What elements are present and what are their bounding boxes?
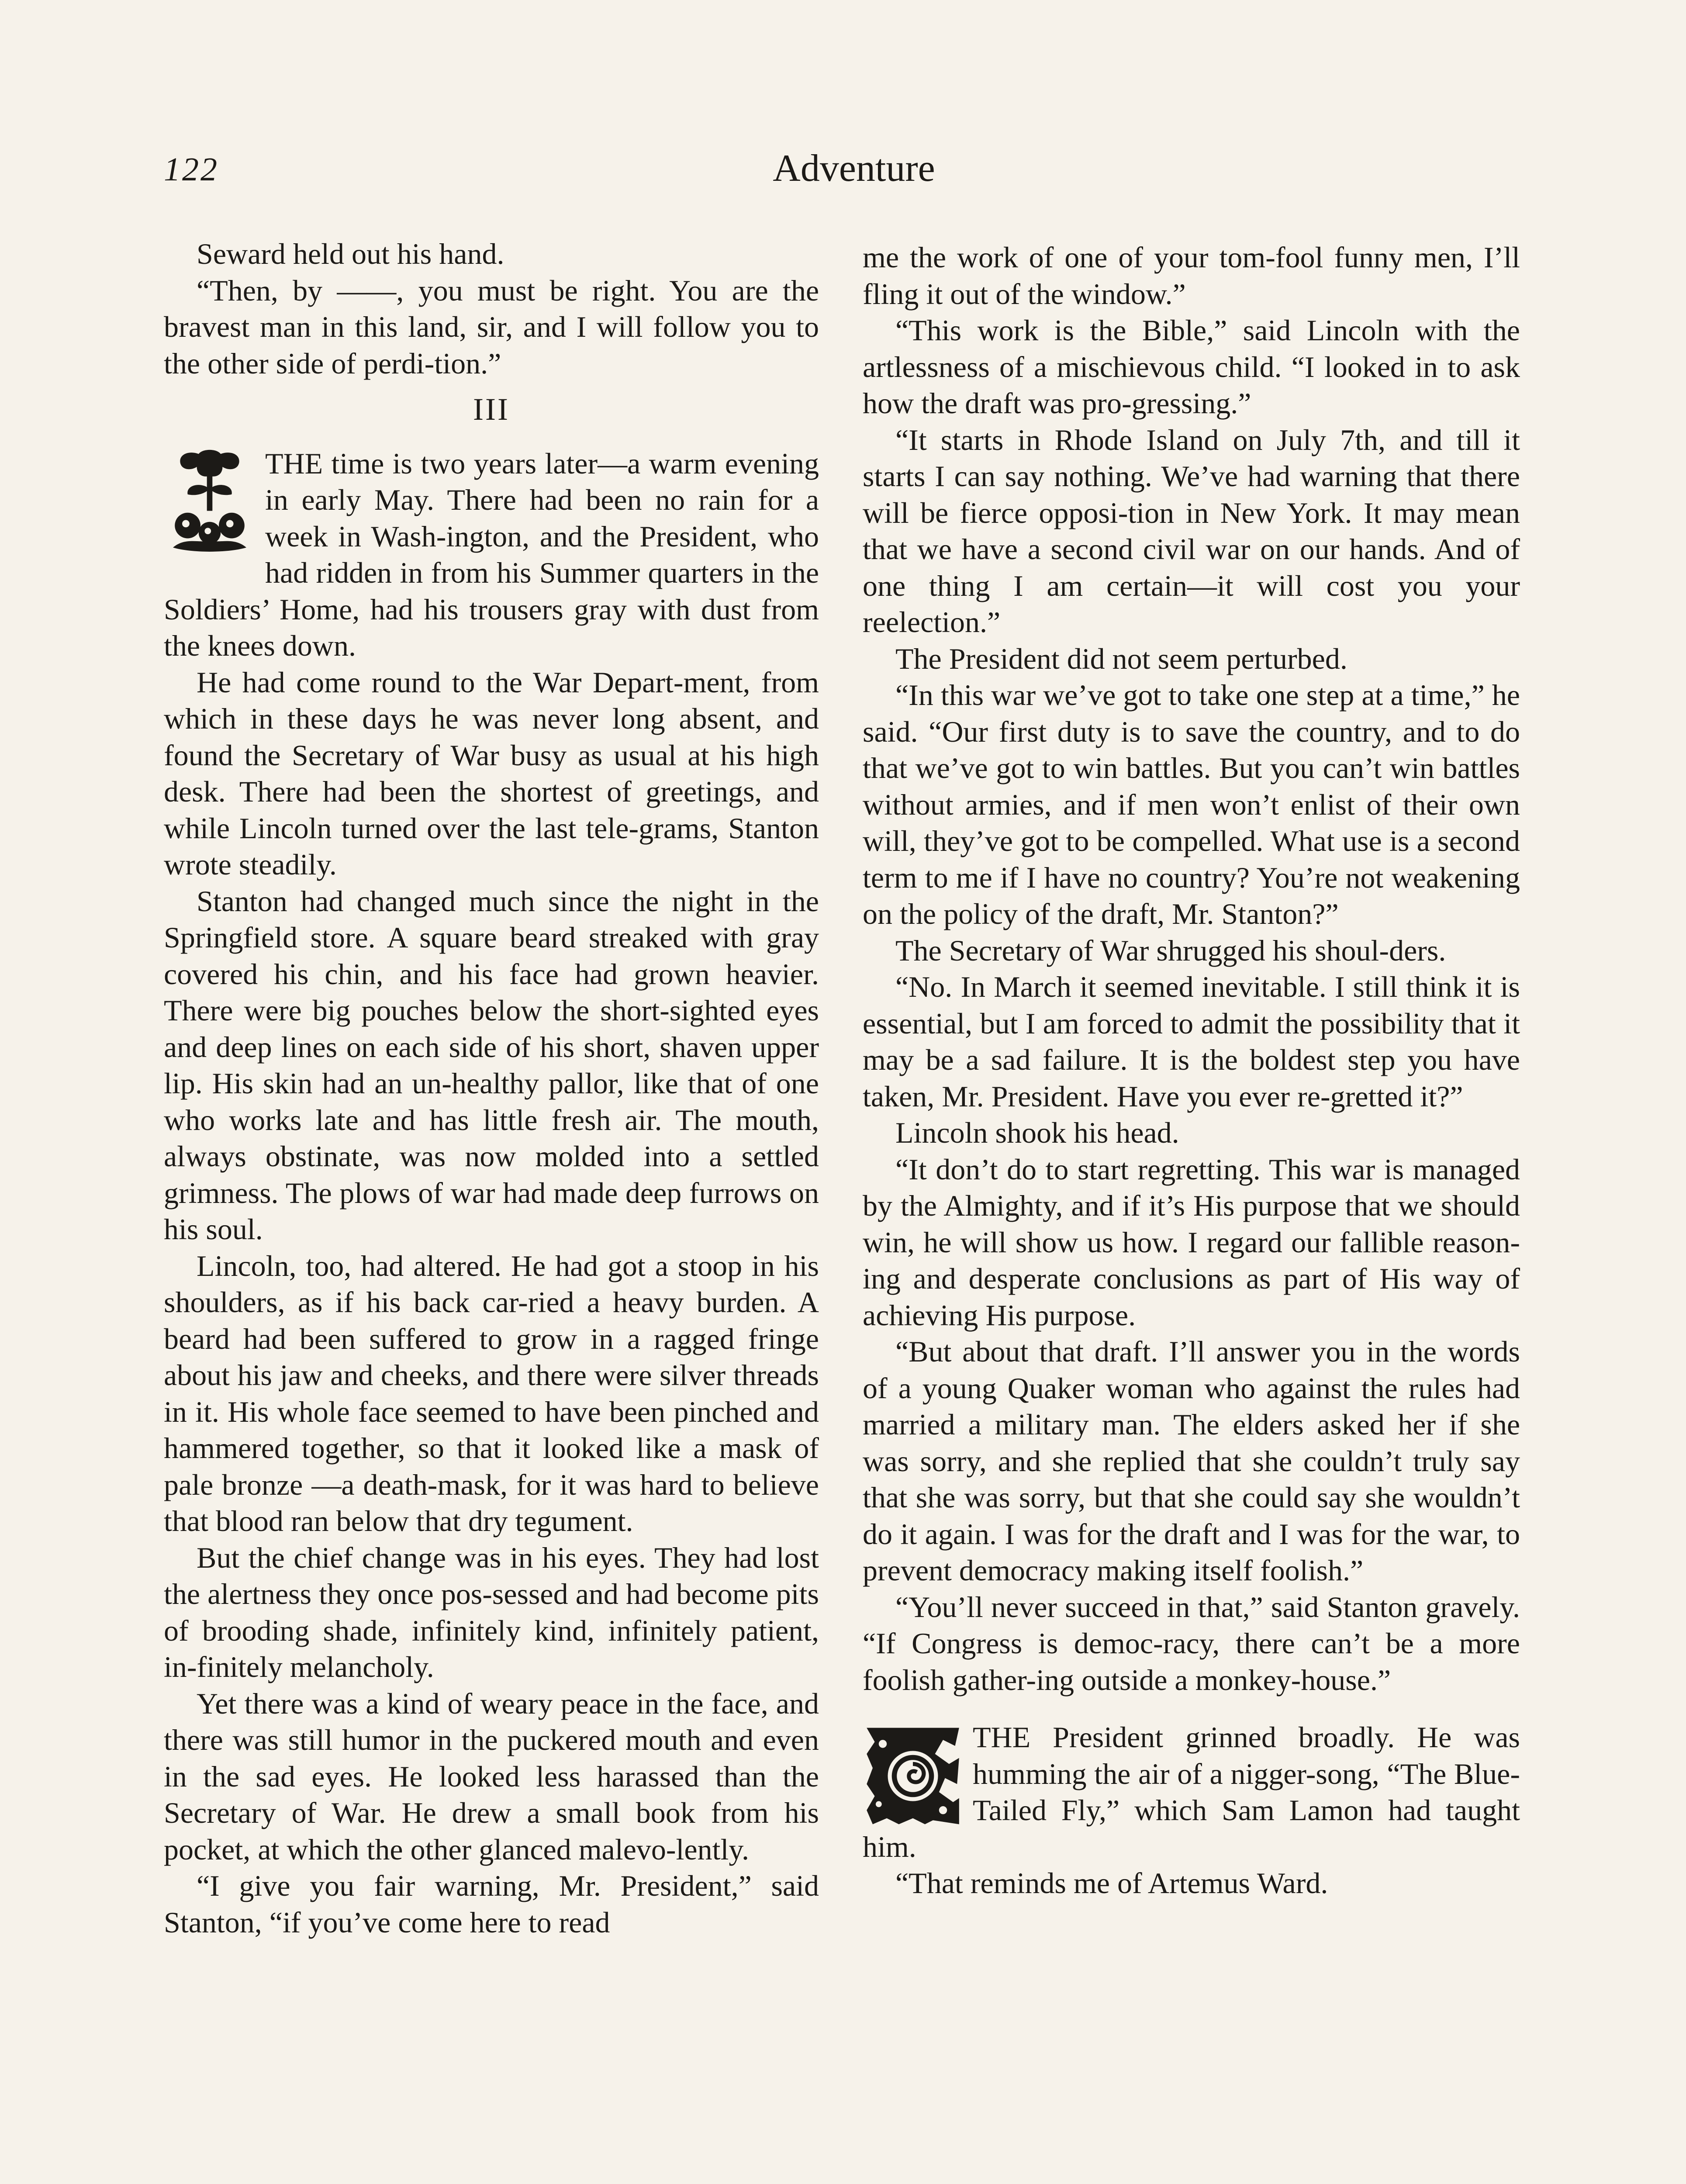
paragraph: Yet there was a kind of weary peace in the face, and there was still humor in the puckered mouth and even in the sad eyes. He looked less harassed than the Secretary of War. He drew a small book from his pocket, at which the other glanced malevo-lently. [164, 1686, 819, 1866]
paragraph: Seward held out his hand. [197, 237, 504, 270]
paragraph: “Then, by ——, you must be right. You are the bravest man in this land, sir, and I will follow you to the other side of perdi-tion.” [164, 273, 819, 380]
section-number: III [473, 392, 510, 427]
right-column [863, 239, 1520, 1902]
section-break [863, 1698, 1520, 1719]
paragraph: He had come round to the War Depart-ment, from which in these days he was never long absent, and found the Secretary of War busy as usual at his high desk. There had been the shortest of greetings, and while Lincoln turned over the last tele-grams, Stanton wrote steadily. [164, 665, 819, 881]
paragraph: The President did not seem perturbed. [895, 642, 1347, 675]
paragraph: “It starts in Rhode Island on July 7th, and till it starts I can say nothing. We’ve had warning that there will be fierce opposi-tion in New York. It may mean that we have a second civil war on our hands. And of one thing I am certain—it will cost you your reelection.” [863, 423, 1520, 639]
running-head [164, 147, 1544, 203]
paragraph: “No. In March it seemed inevitable. I still think it is essential, but I am forced to admit the possibility that it may be a sad failure. It is the boldest step you have taken, Mr. President. Have you ever re-gretted it?” [863, 970, 1520, 1113]
paragraph: me the work of one of your tom-fool funny men, I’ll fling it out of the window.” [863, 241, 1520, 311]
paragraph: Lincoln shook his head. [895, 1116, 1179, 1149]
magazine-title: Adventure [773, 147, 935, 190]
left-column [164, 236, 819, 1941]
paragraph: THE time is two years later—a warm evening in early May. There had been no rain for a week in Wash-ington, and the President, who had ridden in from his Summer quarters in the Soldiers’ Home, had his trousers gray with dust from the knees down. [164, 446, 819, 662]
paragraph: THE President grinned broadly. He was humming the air of a nigger-song, “The Blue-Tailed Fly,” which Sam Lamon had taught him. [863, 1721, 1520, 1863]
ornamental-initial-icon [863, 1724, 963, 1828]
paragraph: “That reminds me of Artemus Ward. [895, 1866, 1328, 1900]
paragraph: “I give you fair warning, Mr. President,” said Stanton, “if you’ve come here to read [164, 1869, 819, 1939]
paragraph: “In this war we’ve got to take one step at a time,” he said. “Our first duty is to save the country, and to do that we’ve got to win battles. But you can’t win battles without armies, and if men won’t enlist of their own will, they’ve got to be compelled. What use is a second term to me if I have no country? You’re not weakening on the policy of the draft, Mr. Stanton?” [863, 678, 1520, 930]
paragraph: “But about that draft. I’ll answer you in the words of a young Quaker woman who against the rules had married a military man. The elders asked her if she was sorry, and she replied that she couldn’t truly say that she was sorry, but that she could say she wouldn’t do it again. I was for the draft and I was for the war, to prevent democracy making itself foolish.” [863, 1335, 1520, 1587]
paragraph: “You’ll never succeed in that,” said Stanton gravely. “If Congress is democ-racy, there can’t be a more foolish gather-ing outside a monkey-house.” [863, 1590, 1520, 1697]
paragraph: The Secretary of War shrugged his shoul-ders. [895, 933, 1446, 967]
page-number: 122 [164, 151, 219, 188]
paragraph: Stanton had changed much since the night in the Springfield store. A square beard streaked with gray covered his chin, and his face had grown heavier. There were big pouches below the short-sighted eyes and deep lines on each side of his short, shaven upper lip. His skin had an un-healthy pallor, like that of one who works late and has little fresh air. The mouth, always obstinate, was now molded into a settled grimness. The plows of war had made deep furrows on his soul. [164, 884, 819, 1246]
floral-ornament-icon [164, 448, 256, 555]
paragraph: Lincoln, too, had altered. He had got a stoop in his shoulders, as if his back car-ried a heavy burden. A beard had been suffered to grow in a ragged fringe about his jaw and cheeks, and there were silver threads in it. His whole face seemed to have been pinched and hammered together, so that it looked like a mask of pale bronze —a death-mask, for it was hard to believe that blood ran below that dry tegument. [164, 1249, 819, 1538]
paragraph: “This work is the Bible,” said Lincoln with the artlessness of a mischievous child. “I looked in to ask how the draft was pro-gressing.” [863, 314, 1520, 420]
paragraph: “It don’t do to start regretting. This war is managed by the Almighty, and if it’s His purpose that we should win, he will show us how. I regard our fallible reason-ing and desperate conclusions as part of His way of achieving His purpose. [863, 1152, 1520, 1332]
paragraph: But the chief change was in his eyes. They had lost the alertness they once pos-sessed and had become pits of brooding shade, infinitely kind, infinitely patient, in-finitely melancholy. [164, 1541, 819, 1683]
